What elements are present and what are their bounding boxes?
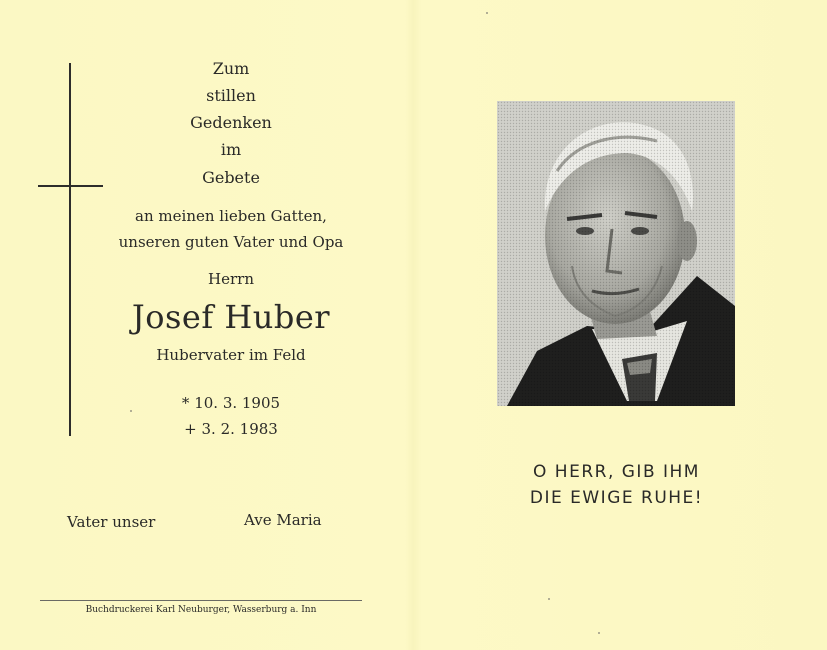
birth-date: * 10. 3. 1905 <box>181 394 281 412</box>
dedication-line-2: unseren guten Vater und Opa <box>118 233 344 251</box>
heading-line-1: Zum <box>212 59 250 78</box>
deceased-name: Josef Huber <box>131 298 331 336</box>
epithet: Hubervater im Feld <box>156 346 306 364</box>
cross-horizontal-bar <box>38 185 103 187</box>
paper-speck <box>130 410 132 412</box>
prayer-vater-unser: Vater unser <box>67 513 156 531</box>
death-date: + 3. 2. 1983 <box>184 420 278 438</box>
paper-speck <box>486 12 488 14</box>
printer-imprint: Buchdruckerei Karl Neuburger, Wasserburg a. Inn <box>85 605 317 615</box>
motto-line-2: DIE EWIGE RUHE! <box>529 488 704 508</box>
paper-speck <box>598 632 600 634</box>
paper-speck <box>548 598 550 600</box>
prayer-ave-maria: Ave Maria <box>244 511 322 529</box>
dedication-line-1: an meinen lieben Gatten, <box>135 207 327 225</box>
heading-line-5: Gebete <box>202 168 260 187</box>
heading-line-3: Gedenken <box>190 113 272 132</box>
motto-line-1: O HERR, GIB IHM <box>533 462 700 482</box>
heading-line-2: stillen <box>206 86 256 105</box>
honorific: Herrn <box>208 270 254 288</box>
heading-line-4: im <box>220 140 242 159</box>
portrait-photo <box>497 101 735 406</box>
footer-rule <box>40 600 362 601</box>
cross-vertical-bar <box>69 63 71 436</box>
